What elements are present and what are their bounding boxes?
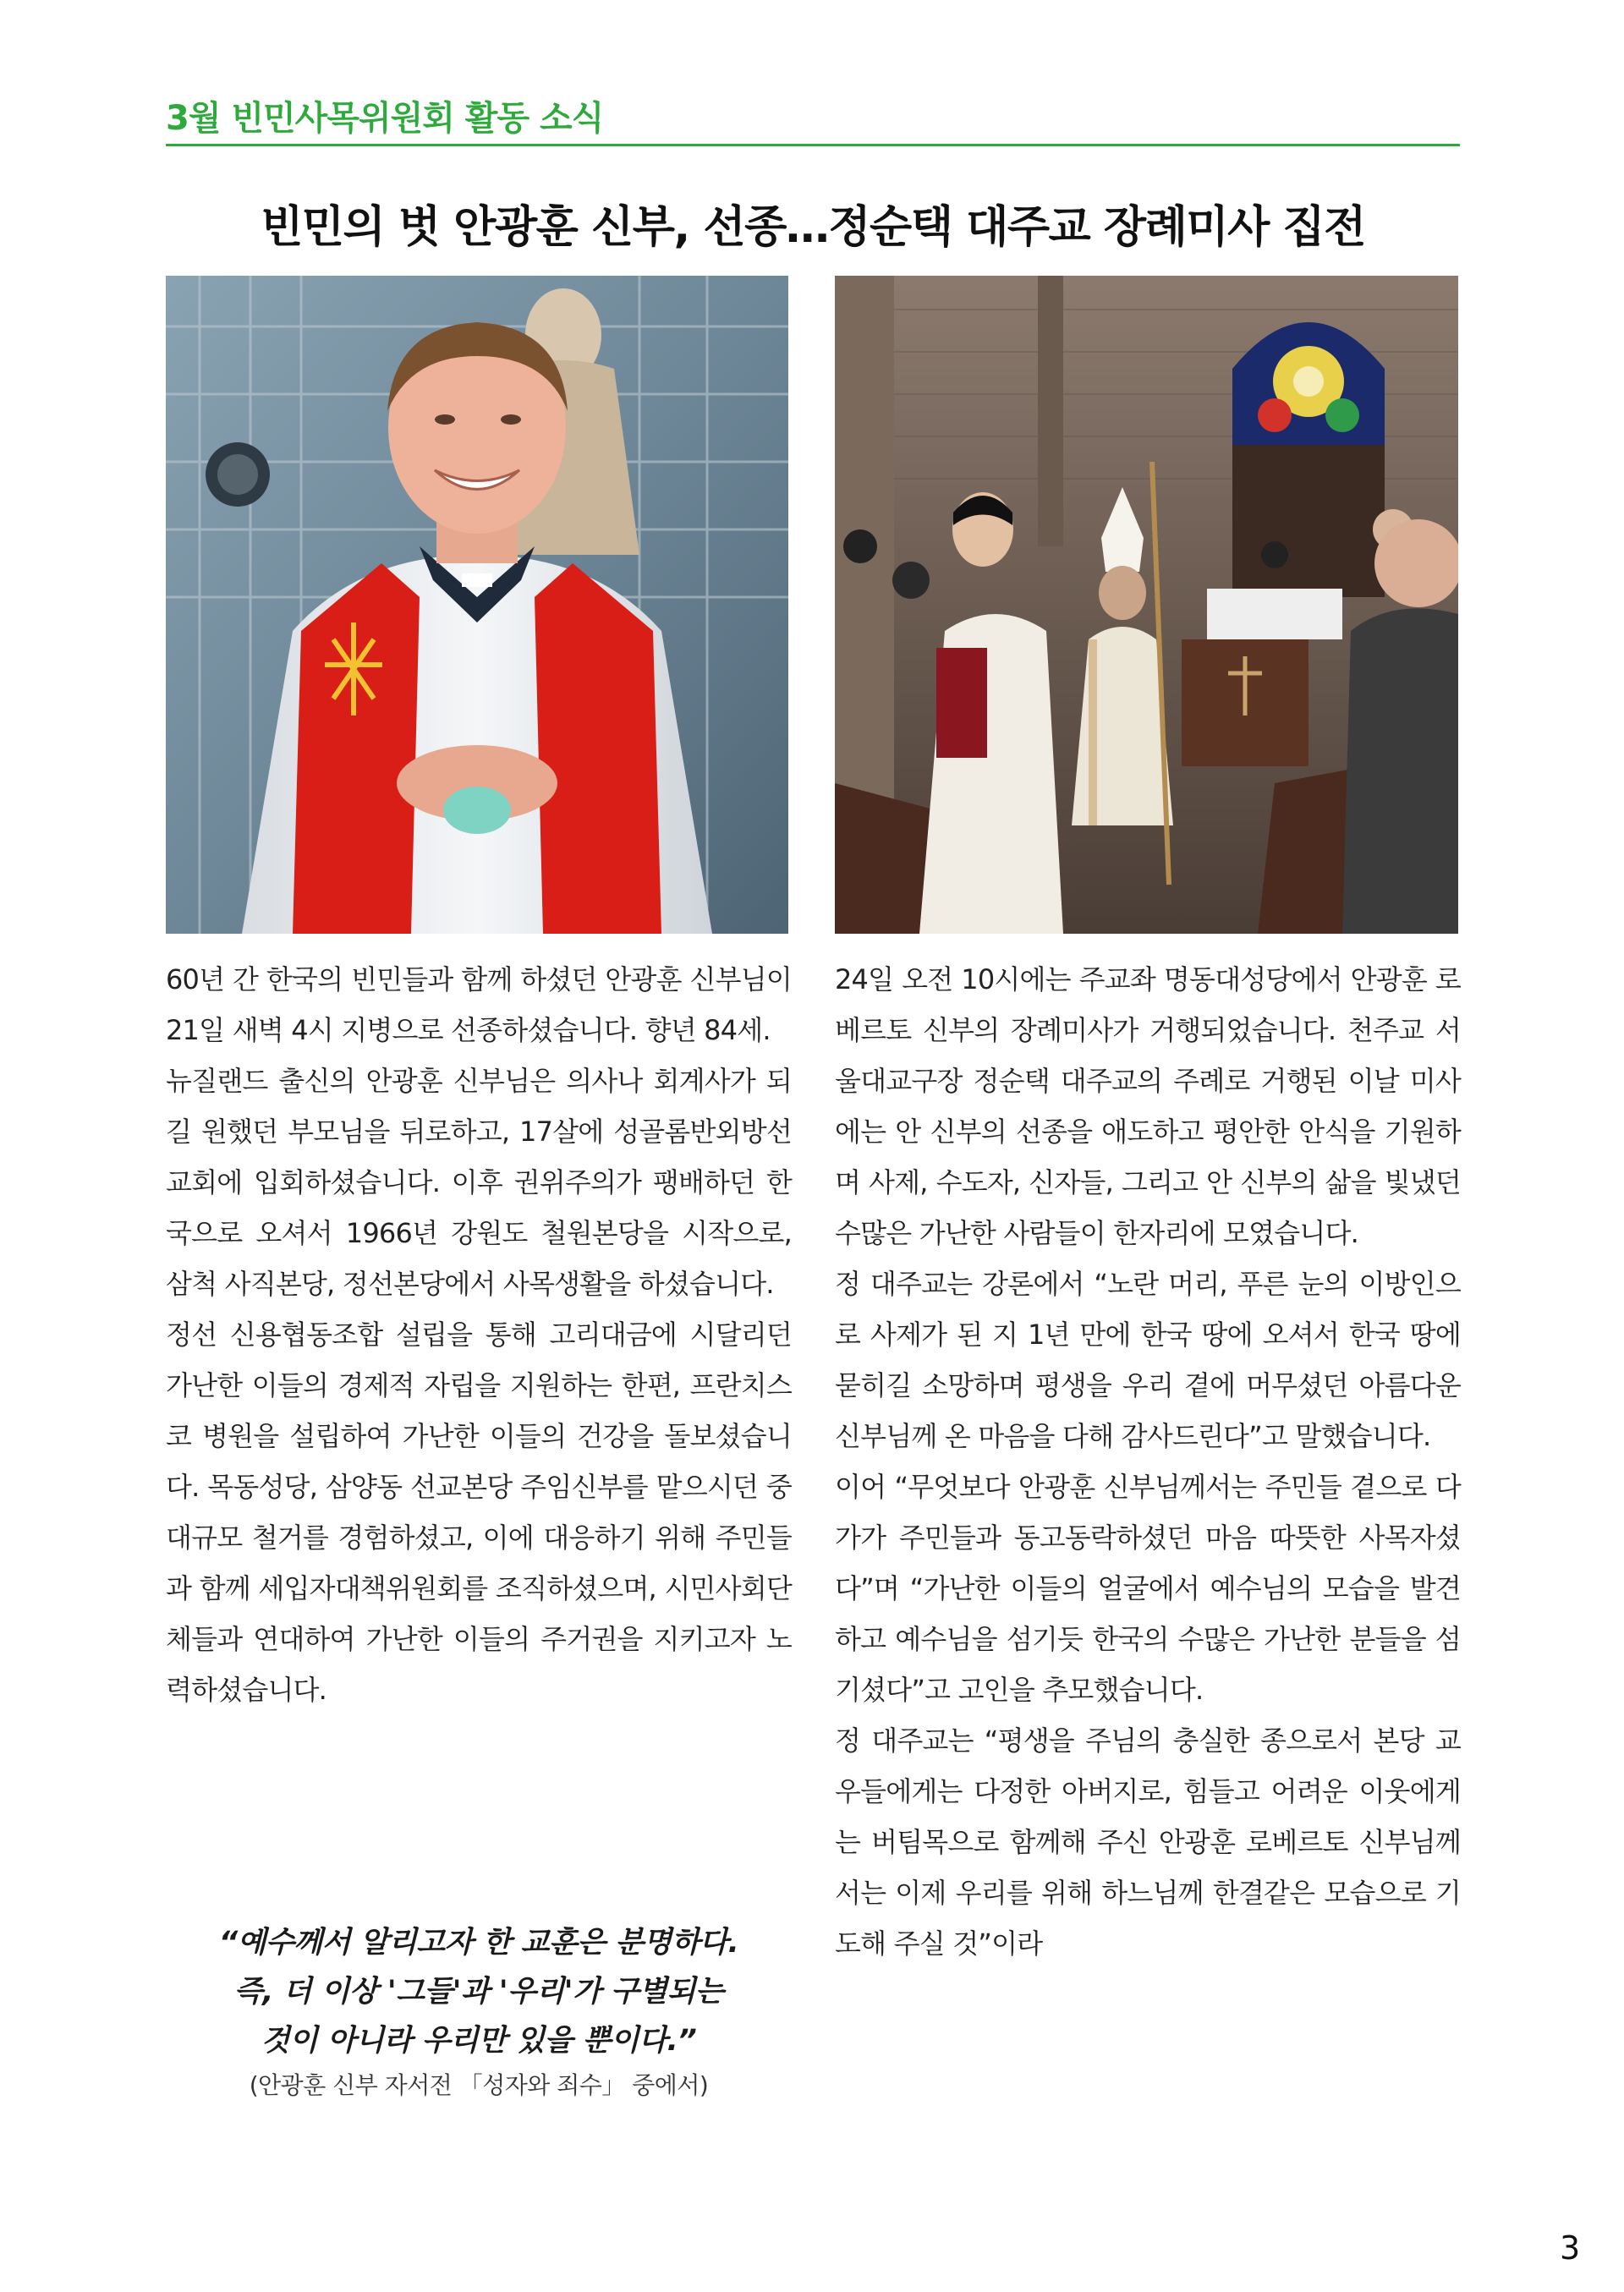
quote-line-1: “예수께서 알리고자 한 교훈은 분명하다. [218, 1926, 739, 1960]
quote-line-2: 즉, 더 이상 '그들'과 '우리'가 구별되는 [233, 1975, 724, 2009]
section-divider [166, 144, 1460, 146]
right-paragraph-3: 이어 “무엇보다 안광훈 신부님께서는 주민들 곁으로 다가가 주민들과 동고동락하셨던 마음 따뜻한 사목자셨다”며 “가난한 이들의 얼굴에서 예수님의 모습을 발견하고 예수님을 섬기듯 한국의 수많은 가난한 분들을 섬기셨다”고 고인을 추모했습니다. [835, 1471, 1461, 1706]
quote-source: (안광훈 신부 자서전 「성자와 죄수」 중에서) [249, 2071, 709, 2099]
left-paragraph-1: 60년 간 한국의 빈민들과 함께 하셨던 안광훈 신부님이 21일 새벽 4시 지병으로 선종하셨습니다. 향년 84세. [166, 963, 792, 1046]
right-paragraph-2: 정 대주교는 강론에서 “노란 머리, 푸른 눈의 이방인으로 사제가 된 지 1년 만에 한국 땅에 오셔서 한국 땅에 묻히길 소망하며 평생을 우리 곁에 머무셨던 아름다운 신부님께 온 마음을 다해 감사드린다”고 말했습니다. [835, 1268, 1461, 1452]
priest-portrait-photo [166, 276, 788, 934]
pull-quote [166, 1918, 792, 2104]
right-article-column [835, 954, 1461, 1969]
funeral-mass-photo [835, 276, 1458, 934]
left-paragraph-2: 뉴질랜드 출신의 안광훈 신부님은 의사나 회계사가 되길 원했던 부모님을 뒤로하고, 17살에 성골롬반외방선교회에 입회하셨습니다. 이후 권위주의가 팽배하던 한국으로 오셔서 1966년 강원도 철원본당을 시작으로, 삼척 사직본당, 정선본당에서 사목생활을 하셨습니다. [166, 1065, 792, 1300]
quote-line-3: 것이 아니라 우리만 있을 뿐이다.” [261, 2024, 697, 2058]
left-article-column [166, 954, 792, 1715]
page-number: 3 [1560, 2229, 1581, 2267]
right-paragraph-4: 정 대주교는 “평생을 주님의 충실한 종으로서 본당 교우들에게는 다정한 아버지로, 힘들고 어려운 이웃에게는 버팀목으로 함께해 주신 안광훈 로베르토 신부님께서는 이제 우리를 위해 하느님께 한결같은 모습으로 기도해 주실 것”이라 [835, 1724, 1461, 1960]
section-title: 3월 빈민사목위원회 활동 소식 [166, 99, 604, 138]
right-paragraph-1: 24일 오전 10시에는 주교좌 명동대성당에서 안광훈 로베르토 신부의 장례미사가 거행되었습니다. 천주교 서울대교구장 정순택 대주교의 주례로 거행된 이날 미사에는 안 신부의 선종을 애도하고 평안한 안식을 기원하며 사제, 수도자, 신자들, 그리고 안 신부의 삶을 빛냈던 수많은 가난한 사람들이 한자리에 모였습니다. [835, 963, 1461, 1249]
left-paragraph-3: 정선 신용협동조합 설립을 통해 고리대금에 시달리던 가난한 이들의 경제적 자립을 지원하는 한편, 프란치스코 병원을 설립하여 가난한 이들의 건강을 돌보셨습니다. 목동성당, 삼양동 선교본당 주임신부를 맡으시던 중 대규모 철거를 경험하셨고, 이에 대응하기 위해 주민들과 함께 세입자대책위원회를 조직하셨으며, 시민사회단체들과 연대하여 가난한 이들의 주거권을 지키고자 노력하셨습니다. [166, 1319, 792, 1706]
article-headline: 빈민의 벗 안광훈 신부, 선종…정순택 대주교 장례미사 집전 [261, 202, 1365, 253]
